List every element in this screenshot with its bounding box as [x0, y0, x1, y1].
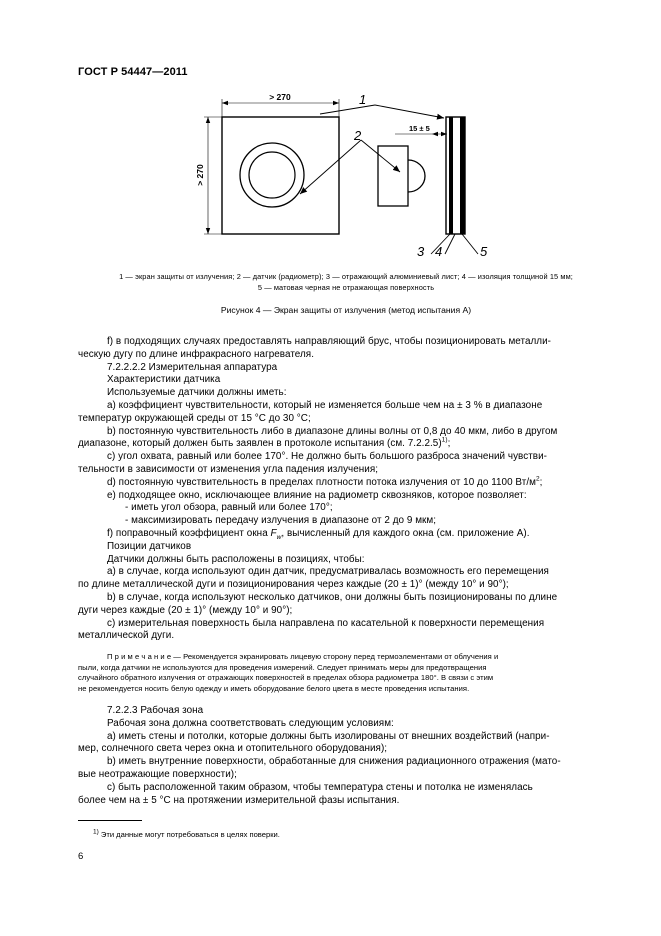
height-dimension-label: > 270	[195, 164, 205, 186]
section-heading: 7.2.2.2.2 Измерительная аппаратура	[107, 361, 278, 373]
callout-4: 4	[435, 244, 443, 259]
width-dimension-label: > 270	[269, 92, 291, 102]
sensor-radiometer	[378, 146, 408, 206]
document-header: ГОСТ Р 54447—2011	[78, 66, 188, 78]
callout-5: 5	[480, 244, 488, 259]
footnote: $^{1)}$ Эти данные могут потребоваться в целях поверки.	[93, 828, 280, 839]
figure-legend: 1 — экран защиты от излучения; 2 — датчик (радиометр); 3 — отражающий алюминиевый лист; 4 — изоляция толщиной 15 мм; 5 — матовая черная не отражающая поверхность	[119, 272, 573, 292]
note-block: П р и м е ч а н и е — Рекомендуется экранировать лицевую сторону перед термоэлементами от облучения и пыли, когда датчики не используются для проведения измерений. Следует принимать меры для предотвращения случайного обратного излучения от отражающих поверхностей в пределах обзора радиометра 180°. В связи с этим не рекомендуется носить белую одежду и иметь оборудование белого цвета в месте проведения испытания.	[78, 652, 499, 693]
section-heading: 7.2.2.3 Рабочая зона	[107, 705, 204, 716]
radiation-shield-figure	[0, 0, 661, 270]
callout-2: 2	[354, 128, 362, 143]
body-text-workzone: 7.2.2.3 Рабочая зона Рабочая зона должна соответствовать следующим условиям: a) иметь стены и потолки, которые должны быть изолированы от внешних воздействий (напри- мер, солнечного света через окна и отопительного оборудования); b) иметь внутренние поверхности, обработанные для снижения радиационного отражения (мато- вые неотражающие поверхности); c) быть расположенной таким образом, чтобы температура стены и потолка не изменялась более чем на ± 5 °C на протяжении измерительной фазы испытания.	[78, 705, 618, 807]
callout-1: 1	[359, 92, 367, 107]
figure-caption: Рисунок 4 — Экран защиты от излучения (метод испытания А)	[220, 305, 472, 315]
body-text: f) в подходящих случаях предоставлять направляющий брус, чтобы позиционировать металли- ческую дугу по длине инфракрасного нагревателя. 7.2.2.2.2 Измерительная аппаратура Характеристики датчика Используемые датчики должны иметь: a) коэффициент чувствительности, который не изменяется больше чем на ± 3 % в диапазоне температур окружающей среды от 15 °C до 30 °C; b) постоянную чувствительность либо в диапазоне длины волны от 0,8 до 40 мкм, либо в другом диапазоне, который должен быть заявлен в протоколе испытания (см. 7.2.2.5)$^{1)}$; c) угол охвата, равный или более 170°. Не должно быть большого разброса значений чувстви- тельности в зависимости от изменения угла падения излучения; d) постоянную чувствительность в пределах плотности потока излучения от 10 до 1100 $Вт/м^2$; e) подходящее окно, исключающее влияние на радиометр сквозняков, которое позволяет: - иметь угол обзора, равный или более 170°; - максимизировать передачу излучения в диапазоне от 2 до 9 мкм; f) поправочный коэффициент окна $F_w$, вычисленный для каждого окна (см. приложение А). Позиции датчиков Датчики должны быть расположены в позициях, чтобы: a) в случае, когда используют один датчик, предусматривалась возможность его перемещения по длине металлической дуги и позиционирования через каждые (20 ± 1)° (между 10° и 90°); b) в случае, когда используют несколько датчиков, они должны быть позиционированы по длине дуги через каждые (20 ± 1)° (между 10° и 90°); c) измерительная поверхность была направлена по касательной к поверхности перемещения металлической дуги.	[78, 336, 618, 643]
footnote-divider	[78, 820, 142, 821]
page-number: 6	[78, 851, 84, 862]
callout-3: 3	[417, 244, 425, 259]
gap-dimension-label: 15 ± 5	[409, 124, 430, 133]
